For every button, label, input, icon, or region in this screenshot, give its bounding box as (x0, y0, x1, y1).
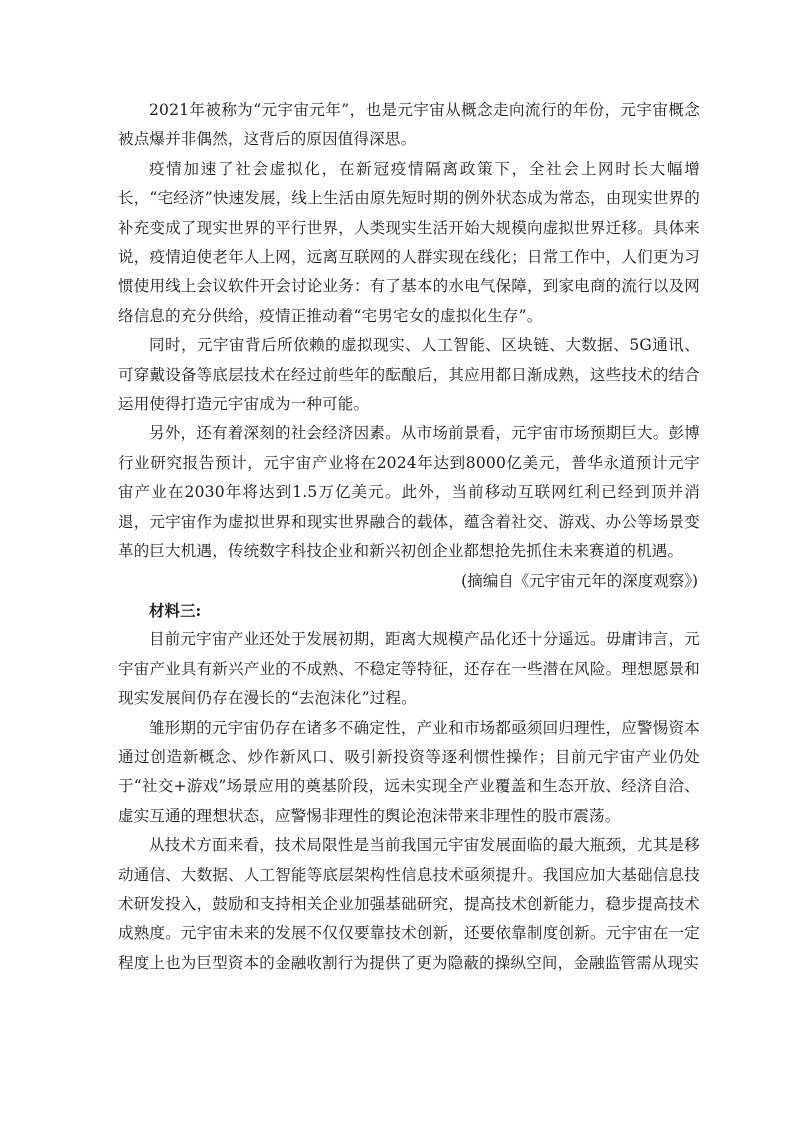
paragraph-metaverse-year: 2021年被称为“元宇宙元年”，也是元宇宙从概念走向流行的年份，元宇宙概念被点爆并非偶然，这背后的原因值得深思。 (118, 101, 700, 149)
paragraph-uncertainty: 雏形期的元宇宙仍存在诸多不确定性，产业和市场都亟须回归理性，应警惕资本通过创造新概念、炒作新风口、吸引新投资等逐利惯性操作；目前元宇宙产业仍处于“社交+游戏”场景应用的奠基阶段，远未实现全产业覆盖和生态开放、经济自洽、虚实互通的理想状态，应警惕非理性的舆论泡沫带来非理性的股市震荡。 (118, 718, 700, 825)
paragraph-pandemic-virtualization: 疫情加速了社会虚拟化，在新冠疫情隔离政策下，全社会上网时长大幅增长，“宅经济”快速发展，线上生活由原先短时期的例外状态成为常态，由现实世界的补充变成了现实世界的平行世界，人类现实生活开始大规模向虚拟世界迁移。具体来说，疫情迫使老年人上网，远离互联网的人群实现在线化；日常工作中，人们更为习惯使用线上会议软件开会讨论业务：有了基本的水电气保障，到家电商的流行以及网络信息的充分供给，疫情正推动着“宅男宅女的虚拟化生存”。 (118, 159, 700, 325)
section-heading-material-three: 材料三: (149, 600, 202, 620)
paragraph-socioeconomic-factors: 另外，还有着深刻的社会经济因素。从市场前景看，元宇宙市场预期巨大。彭博行业研究报告预计，元宇宙产业将在2024年达到8000亿美元，普华永道预计元宇宙产业在2030年将达到1.5万亿美元。此外，当前移动互联网红利已经到顶并消退，元宇宙作为虚拟世界和现实世界融合的载体，蕴含着社交、游戏、办公等场景变革的巨大机遇，传统数字科技企业和新兴初创企业都想抢先抓住未来赛道的机遇。 (118, 424, 700, 561)
paragraph-early-stage: 目前元宇宙产业还处于发展初期，距离大规模产品化还十分遥远。毋庸讳言，元宇宙产业具有新兴产业的不成熟、不稳定等特征，还存在一些潜在风险。理想愿景和现实发展间仍存在漫长的“去泡沫化”过程。 (118, 630, 700, 708)
document-body (118, 96, 700, 978)
paragraph-underlying-technology: 同时，元宇宙背后所依赖的虚拟现实、人工智能、区块链、大数据、5G通讯、可穿戴设备等底层技术在经过前些年的酝酿后，其应用都日渐成熟，这些技术的结合运用使得打造元宇宙成为一种可能。 (118, 336, 700, 414)
paragraph-technology-bottleneck: 从技术方面来看，技术局限性是当前我国元宇宙发展面临的最大瓶颈，尤其是移动通信、大数据、人工智能等底层架构性信息技术亟须提升。我国应加大基础信息技术研发投入，鼓励和支持相关企业加强基础研究，提高技术创新能力，稳步提高技术成熟度。元宇宙未来的发展不仅仅要靠技术创新，还要依靠制度创新。元宇宙在一定程度上也为巨型资本的金融收割行为提供了更为隐蔽的操纵空间，金融监管需从现实 (118, 836, 700, 972)
source-citation: (摘编自《元宇宙元年的深度观察》) (461, 571, 698, 590)
